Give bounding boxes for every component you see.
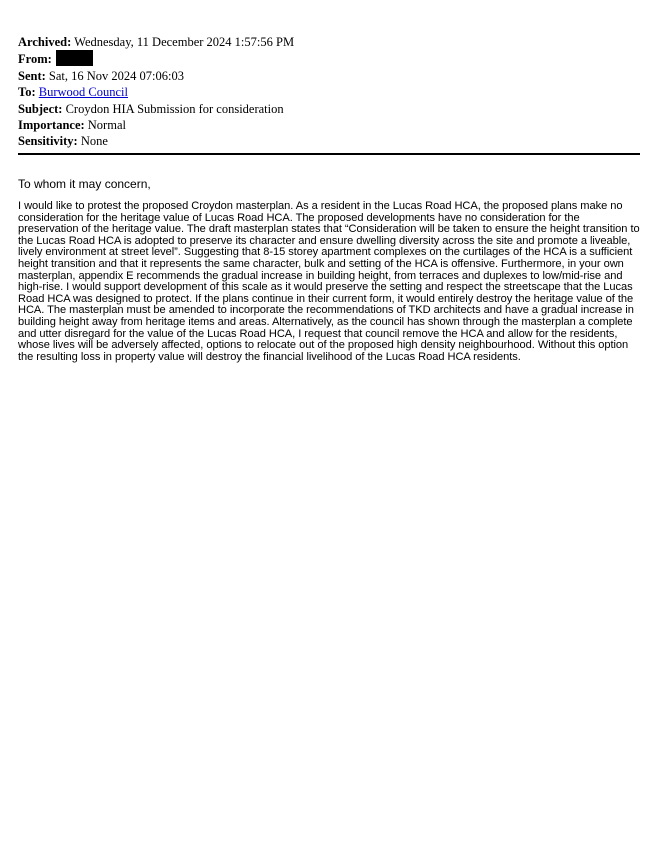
- archived-value: Wednesday, 11 December 2024 1:57:56 PM: [74, 35, 295, 49]
- importance-value: Normal: [87, 118, 126, 133]
- sensitivity-label: Sensitivity:: [18, 134, 78, 149]
- sensitivity-value: None: [80, 134, 108, 149]
- subject-value: Croydon HIA Submission for consideration: [65, 101, 284, 116]
- subject-row: [18, 101, 640, 117]
- email-body: [18, 177, 640, 363]
- to-row: [18, 84, 640, 100]
- redacted-sender-block: [56, 50, 93, 66]
- email-header: [18, 34, 640, 150]
- importance-row: [18, 117, 640, 133]
- to-label: To:: [18, 85, 36, 100]
- archived-row: [18, 34, 640, 50]
- subject-label: Subject:: [18, 101, 63, 116]
- from-row: [18, 50, 640, 67]
- header-divider: [18, 153, 640, 155]
- importance-label: Importance:: [18, 118, 85, 133]
- body-paragraph: I would like to protest the proposed Croydon masterplan. As a resident in the Lucas Road HCA, the proposed plans make no consideration for the heritage value of Lucas Road HCA. The proposed developments have no consideration for the preservation of the heritage value. The draft masterplan states that “Consideration will be taken to ensure the height transition to the Lucas Road HCA is adopted to preserve its character and ensure dwelling diversity across the site and promote a liveable, lively environment at street level”. Suggesting that 8-15 storey apartment complexes on the curtilages of the HCA is a sufficient height transition and that it represents the same character, bulk and setting of the HCA is offensive. Furthermore, in your own masterplan, appendix E recommends the gradual increase in building height, from terraces and duplexes to low/mid-rise and high-rise. I would support development of this scale as it would preserve the setting and respect the streetscape that the Lucas Road HCA was designed to protect. If the plans continue in their current form, it would entirely destroy the heritage value of the HCA. The masterplan must be amended to incorporate the recommendations of TKD architects and have a gradual increase in building height away from heritage items and areas. Alternatively, as the council has shown through the masterplan a complete and utter disregard for the value of the Lucas Road HCA, I request that council remove the HCA and allow for the residents, whose lives will be adversely affected, options to relocate out of the proposed high density neighbourhood. Without this option the resulting loss in property value will destroy the financial livelihood of the Lucas Road HCA residents.: [18, 200, 640, 363]
- from-label: From:: [18, 52, 52, 67]
- greeting: To whom it may concern,: [18, 177, 151, 191]
- sent-value: Sat, 16 Nov 2024 07:06:03: [48, 68, 184, 83]
- archived-label: Archived:: [18, 35, 72, 49]
- sent-row: [18, 68, 640, 84]
- sensitivity-row: [18, 133, 640, 149]
- to-recipient-link[interactable]: Burwood Council: [38, 85, 128, 100]
- sent-label: Sent:: [18, 68, 46, 83]
